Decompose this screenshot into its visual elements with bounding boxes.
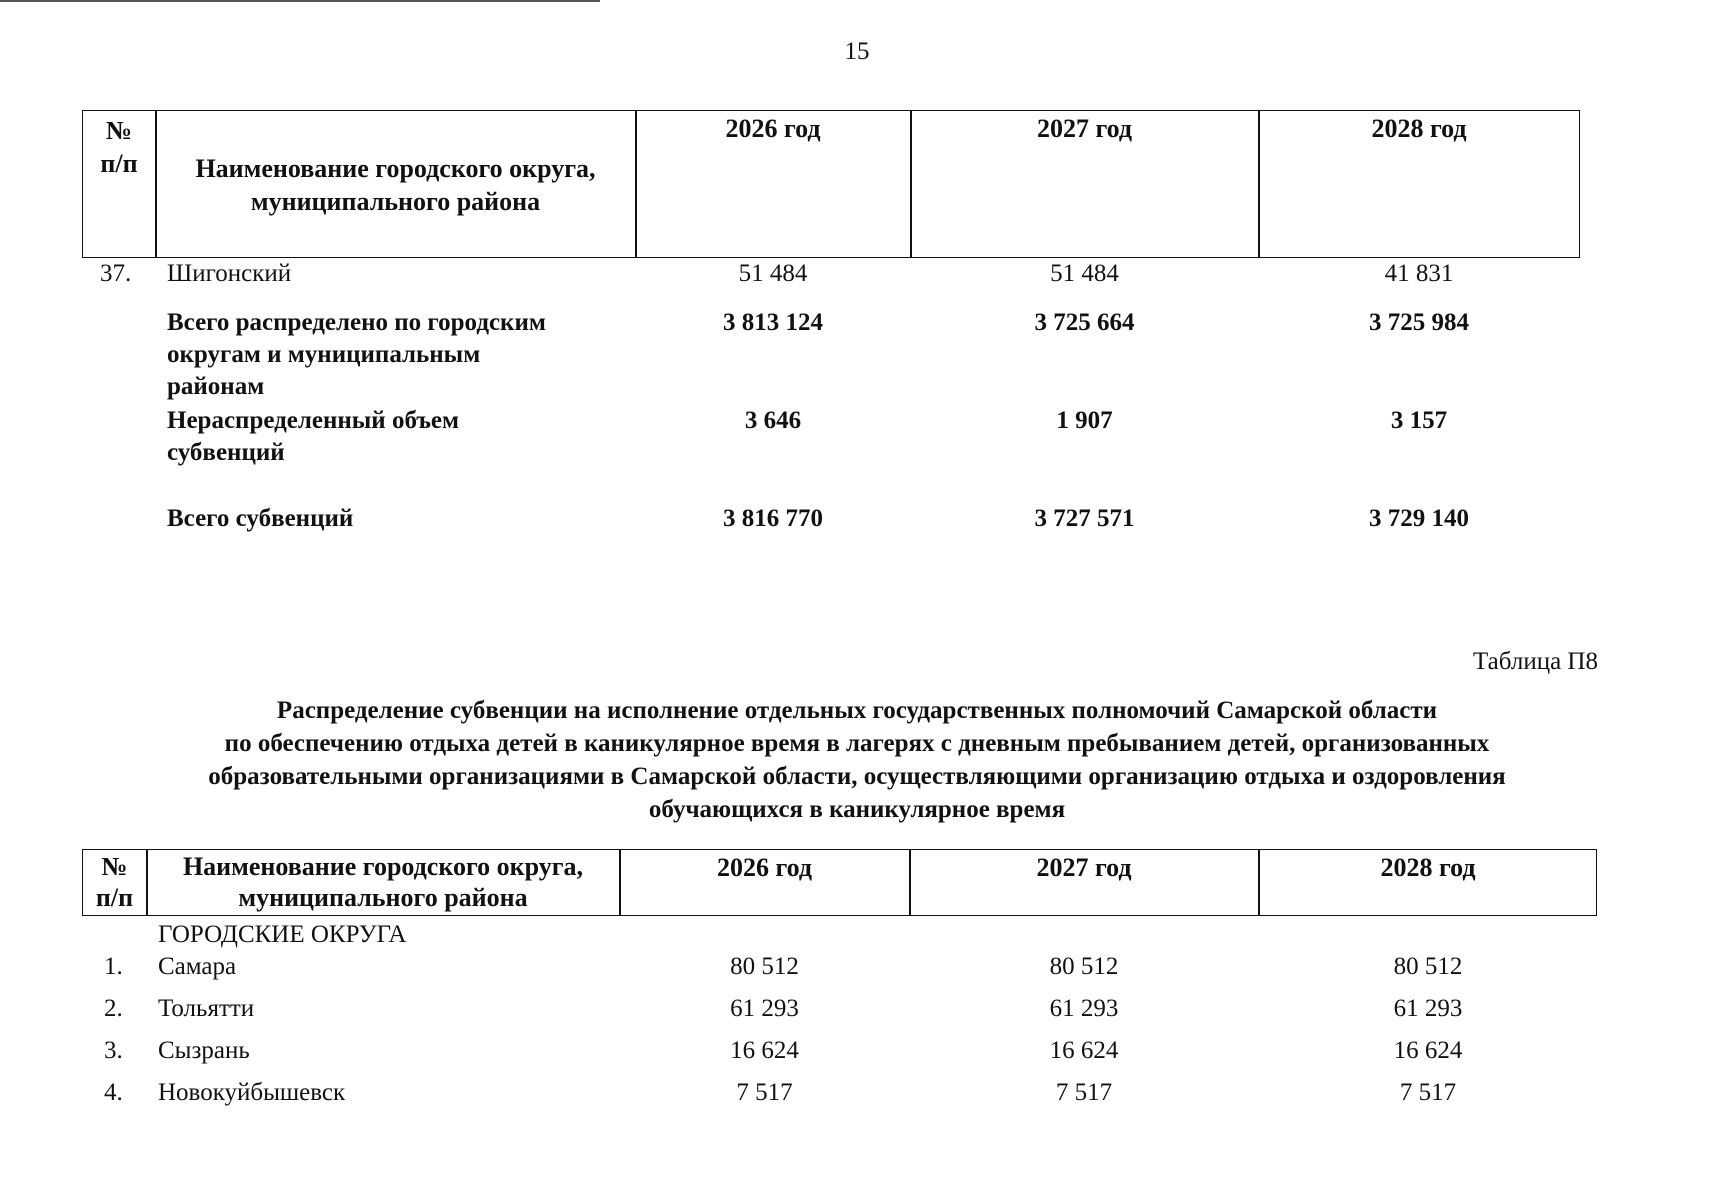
- value-2026: 3 813 124: [723, 309, 823, 336]
- table-label: Таблица П8: [1473, 648, 1598, 675]
- row-name: Нераспределенный объем субвенций: [167, 407, 460, 466]
- value-2027: 51 484: [1050, 260, 1119, 287]
- table1-header-2027: 2027 год: [1036, 114, 1133, 143]
- value-2027: 1 907: [1056, 407, 1113, 434]
- value-2026: 16 624: [730, 1037, 799, 1064]
- value-2028: 3 729 140: [1369, 505, 1469, 532]
- row-name: Шигонский: [167, 260, 292, 287]
- value-2028: 7 517: [1399, 1079, 1457, 1106]
- row-name: Тольятти: [158, 995, 255, 1022]
- value-2026: 61 293: [730, 995, 799, 1022]
- value-2028: 16 624: [1393, 1037, 1463, 1064]
- section-heading: ГОРОДСКИЕ ОКРУГА: [158, 921, 407, 948]
- value-2027: 3 725 664: [1034, 309, 1135, 336]
- row-name: Сызрань: [158, 1037, 250, 1064]
- value-2026: 3 816 770: [723, 505, 823, 532]
- value-2028: 3 725 984: [1369, 309, 1469, 336]
- table2-header-2026: 2026 год: [716, 853, 813, 882]
- value-2027: 61 293: [1049, 995, 1119, 1022]
- row-number: 1.: [104, 953, 123, 980]
- table2-header-name: Наименование городского округа, муниципального района: [182, 852, 584, 912]
- value-2026: 7 517: [736, 1079, 793, 1106]
- value-2027: 7 517: [1055, 1079, 1113, 1106]
- scan-edge-line: [0, 0, 600, 2]
- table1-header-num: № п/п: [100, 116, 138, 178]
- row-name: Самара: [158, 953, 237, 980]
- row-number: 37.: [100, 260, 132, 287]
- value-2026: 3 646: [744, 407, 802, 434]
- value-2028: 41 831: [1384, 260, 1454, 287]
- table1-header-name: Наименование городского округа, муниципального района: [195, 154, 596, 216]
- row-name: Новокуйбышевск: [158, 1079, 346, 1106]
- row-number: 4.: [104, 1079, 123, 1106]
- value-2027: 3 727 571: [1034, 505, 1135, 532]
- row-name: Всего распределено по городским округам и муниципальным районам: [167, 309, 546, 400]
- value-2026: 51 484: [738, 260, 808, 287]
- row-number: 3.: [104, 1037, 123, 1064]
- table1-header-2028: 2028 год: [1371, 114, 1467, 143]
- value-2027: 80 512: [1049, 953, 1119, 980]
- table2-header-num: № п/п: [95, 852, 134, 912]
- table1-header-2026: 2026 год: [725, 114, 821, 143]
- row-number: 2.: [104, 995, 123, 1022]
- table2-header-2027: 2027 год: [1036, 853, 1132, 882]
- table2-header-2028: 2028 год: [1380, 853, 1476, 882]
- value-2028: 3 157: [1390, 407, 1448, 434]
- row-name: Всего субвенций: [167, 505, 354, 532]
- value-2028: 61 293: [1393, 995, 1463, 1022]
- value-2026: 80 512: [730, 953, 799, 980]
- value-2027: 16 624: [1049, 1037, 1119, 1064]
- value-2028: 80 512: [1393, 953, 1463, 980]
- page-number: 15: [844, 38, 870, 65]
- table-caption: Распределение субвенции на исполнение отдельных государственных полномочий Самарской области по обеспечению отдыха детей в каникулярное время в лагерях с дневным пребыванием детей, организованных образовательными организациями в Самарской области, осуществляющими организацию отдыха и оздоровления обучающихся в каникулярное время: [208, 697, 1506, 823]
